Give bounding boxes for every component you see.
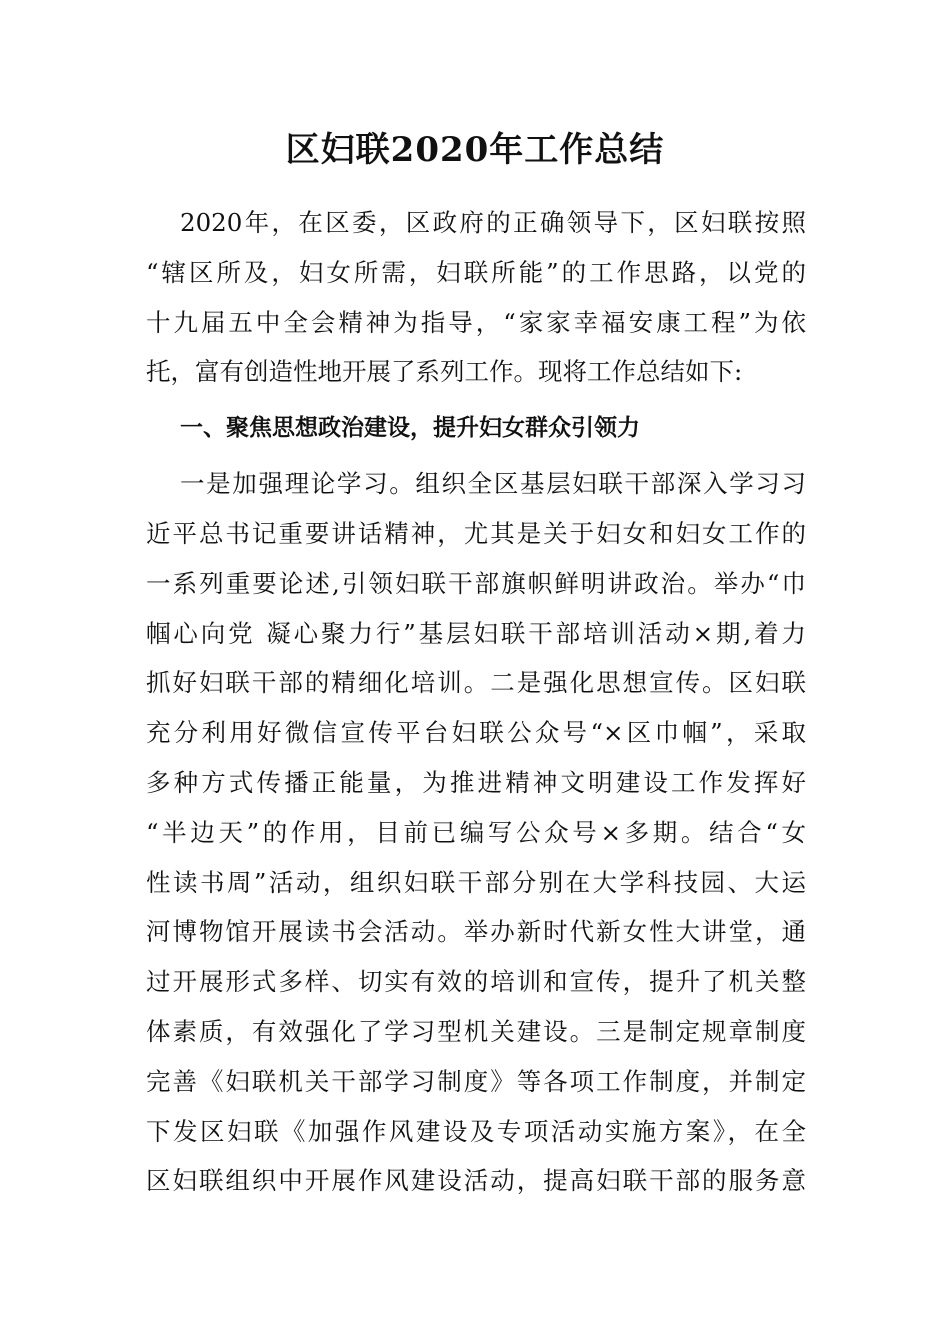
body-text-line: 一是加强理论学习。组织全区基层妇联干部深入学习习 — [180, 469, 806, 499]
body-text-line: 过开展形式多样、切实有效的培训和宣传，提升了机关整 — [146, 967, 806, 997]
body-text-line: 2020年，在区委，区政府的正确领导下，区妇联按照 — [180, 208, 806, 237]
body-text-line: 完善《妇联机关干部学习制度》等各项工作制度，并制定 — [146, 1066, 806, 1096]
body-text-line: 多种方式传播正能量，为推进精神文明建设工作发挥好 — [146, 767, 806, 797]
body-text-line: “辖区所及，妇女所需，妇联所能”的工作思路，以党的 — [146, 257, 806, 287]
body-text-line: 近平总书记重要讲话精神，尤其是关于妇女和妇女工作的 — [146, 518, 806, 548]
body-text-line: 区妇联组织中开展作风建设活动，提高妇联干部的服务意 — [146, 1166, 806, 1196]
body-text-line: 体素质，有效强化了学习型机关建设。三是制定规章制度 — [146, 1016, 806, 1046]
body-text-line: 性读书周”活动，组织妇联干部分别在大学科技园、大运 — [146, 867, 806, 897]
body-text-line: 托，富有创造性地开展了系列工作。现将工作总结如下: — [146, 357, 743, 387]
body-text-line: 帼心向党 凝心聚力行”基层妇联干部培训活动×期,着力 — [146, 618, 806, 648]
body-text-line: 一系列重要论述,引领妇联干部旗帜鲜明讲政治。举办“巾 — [146, 568, 806, 598]
body-text-line: 下发区妇联《加强作风建设及专项活动实施方案》，在全 — [146, 1116, 806, 1146]
body-text-line: 十九届五中全会精神为指导，“家家幸福安康工程”为依 — [146, 307, 806, 337]
document-body — [146, 198, 806, 1206]
body-text-line: 抓好妇联干部的精细化培训。二是强化思想宣传。区妇联 — [146, 668, 806, 698]
body-text-line: “半边天”的作用，目前已编写公众号×多期。结合“女 — [146, 817, 806, 847]
body-text-line: 河博物馆开展读书会活动。举办新时代新女性大讲堂，通 — [146, 917, 806, 947]
section-heading: 一、聚焦思想政治建设，提升妇女群众引领力 — [180, 415, 640, 442]
document-title: 区妇联2020年工作总结 — [285, 130, 665, 170]
body-text-line: 充分利用好微信宣传平台妇联公众号“×区巾帼”，采取 — [146, 718, 806, 748]
